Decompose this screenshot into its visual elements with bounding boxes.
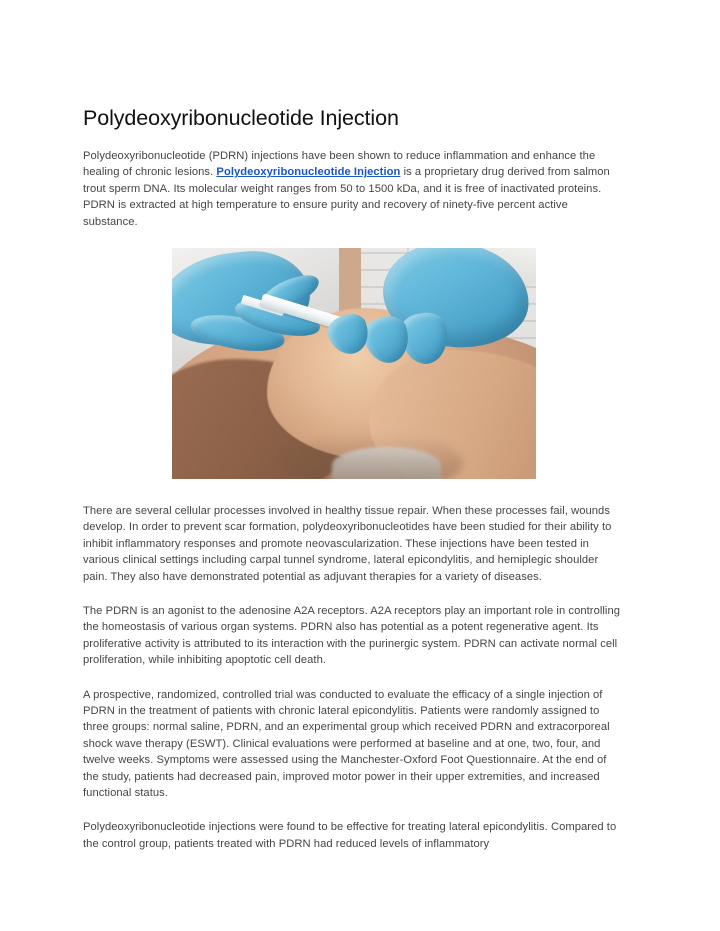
paragraph-1-text-before-link: Polydeoxyribonucleotide (PDRN) injections have been shown to reduce inflammation and enhance the healing of chronic lesions.	[83, 149, 596, 179]
paragraph-3: The PDRN is an agonist to the adenosine A2A receptors. A2A receptors play an important role in controlling the homeostasis of various organ systems. PDRN also has potential as a potent regenerative agent. Its proliferative activity is attributed to its interaction with the purinergic system. PDRN can activate normal cell proliferation, while inhibiting apoptotic cell death.	[83, 604, 621, 667]
paragraph-2: There are several cellular processes involved in healthy tissue repair. When these processes fail, wounds develop. In order to prevent scar formation, polydeoxyribonucleotides have been studied for their ability to inhibit inflammatory responses and promote neovascularization. These injections have been tested in various clinical settings including carpal tunnel syndrome, lateral epicondylitis, and hemiplegic shoulder pain. They also have demonstrated potential as adjuvant therapies for a variety of diseases.	[83, 504, 612, 583]
figure-knee-injection	[83, 248, 625, 479]
paragraph-1-text-after-link: is a proprietary drug derived from salmon trout sperm DNA. Its molecular weight ranges from 50 to 1500 kDa, and it is free of inactivated proteins. PDRN is extracted at high temperature to ensure purity and recovery of ninety-five percent active substance.	[83, 166, 610, 228]
knee-injection-photo	[172, 248, 536, 479]
polydeoxyribonucleotide-injection-link[interactable]: Polydeoxyribonucleotide Injection	[216, 166, 401, 179]
page-title: Polydeoxyribonucleotide Injection	[83, 106, 399, 130]
document-content	[83, 105, 625, 870]
paragraph-5: Polydeoxyribonucleotide injections were found to be effective for treating lateral epicondylitis. Compared to the control group, patients treated with PDRN had reduced levels of inflammatory	[83, 821, 617, 850]
paragraph-4: A prospective, randomized, controlled trial was conducted to evaluate the efficacy of a single injection of PDRN in the treatment of patients with chronic lateral epicondylitis. Patients were randomly assigned to three groups: normal saline, PDRN, and an experimental group which received PDRN and extracorporeal shock wave therapy (ESWT). Clinical evaluations were performed at baseline and at one, two, four, and twelve weeks. Symptoms were assessed using the Manchester-Oxford Foot Questionnaire. At the end of the study, patients had decreased pain, improved motor power in their upper extremities, and increased functional status.	[83, 688, 610, 799]
paragraph-1	[83, 148, 625, 230]
